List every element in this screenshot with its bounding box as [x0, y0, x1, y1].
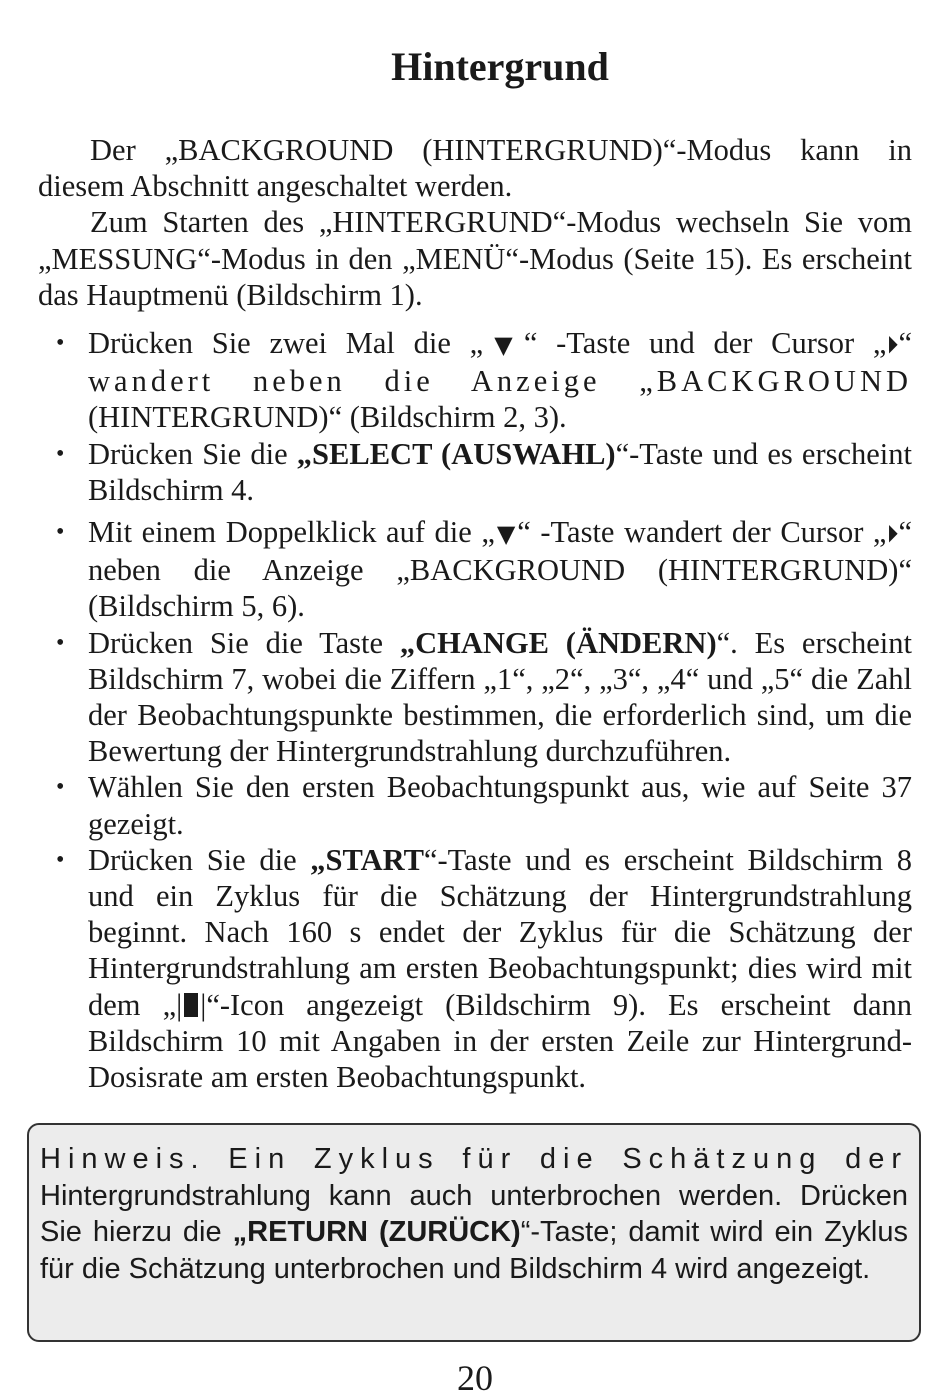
note-box: Hinweis. Ein Zyklus für die Schätzung der Hintergrundstrahlung kann auch unterbrochen werden. Drücken Sie hierzu die „RETURN (ZURÜCK)“-Taste; damit wird ein Zyklus für die Schätzung unterbrochen und Bildschirm 4 wird angezeigt.	[27, 1123, 921, 1342]
list-item: • Wählen Sie den ersten Beobachtungspunkt aus, wie auf Seite 37 gezeigt.	[38, 769, 912, 841]
start-paragraph: Zum Starten des „HINTERGRUND“-Modus wechseln Sie vom „MESSUNG“-Modus in den „MENÜ“-Modus (Seite 15). Es erscheint das Hauptmenü (Bildschirm 1).	[38, 205, 912, 312]
list-item: • Drücken Sie die „START“-Taste und es erscheint Bildschirm 8 und ein Zyklus für die Schätzung der Hintergrundstrahlung beginnt. Nach 160 s endet der Zyklus für die Schätzung der Hintergrundstrahlung am ersten Beobachtungspunkt; dies wird mit dem „| |“-Icon angezeigt (Bildschirm 9). Es erscheint dann Bildschirm 10 mit Angaben in der ersten Zeile zur Hintergrund-Dosisrate am ersten Beobachtungspunkt.	[38, 842, 912, 1095]
cursor-icon: ⏵	[886, 520, 899, 549]
body-text	[38, 132, 912, 1095]
list-item: • Mit einem Doppelklick auf die „▼“ -Taste wandert der Cursor „⏵“ neben die Anzeige „BACKGROUND (HINTERGRUND)“ (Bildschirm 5, 6).	[38, 514, 912, 625]
page-number: 20	[457, 1358, 493, 1398]
down-arrow-icon: ▼	[494, 520, 518, 549]
battery-icon	[184, 993, 198, 1017]
instruction-list	[38, 325, 912, 1095]
cursor-icon: ⏵	[886, 331, 899, 360]
list-item: • Drücken Sie die „SELECT (AUSWAHL)“-Taste und es erscheint Bildschirm 4.	[38, 436, 912, 508]
down-arrow-icon: ▼	[483, 331, 524, 360]
page-title: Hintergrund	[391, 44, 609, 89]
intro-paragraph: Der „BACKGROUND (HINTERGRUND)“-Modus kann in diesem Abschnitt angeschaltet werden.	[38, 133, 912, 204]
list-item: • Drücken Sie zwei Mal die „▼“ -Taste und der Cursor „⏵“ wandert neben die Anzeige „BACKGROUND (HINTERGRUND)“ (Bildschirm 2, 3).	[38, 325, 912, 436]
list-item: • Drücken Sie die Taste „CHANGE (ÄNDERN)“. Es erscheint Bildschirm 7, wobei die Ziffern „1“, „2“, „3“, „4“ und „5“ die Zahl der Beobachtungspunkte bestimmen, die erforderlich sind, um die Bewertung der Hintergrundstrahlung durchzuführen.	[38, 625, 912, 770]
